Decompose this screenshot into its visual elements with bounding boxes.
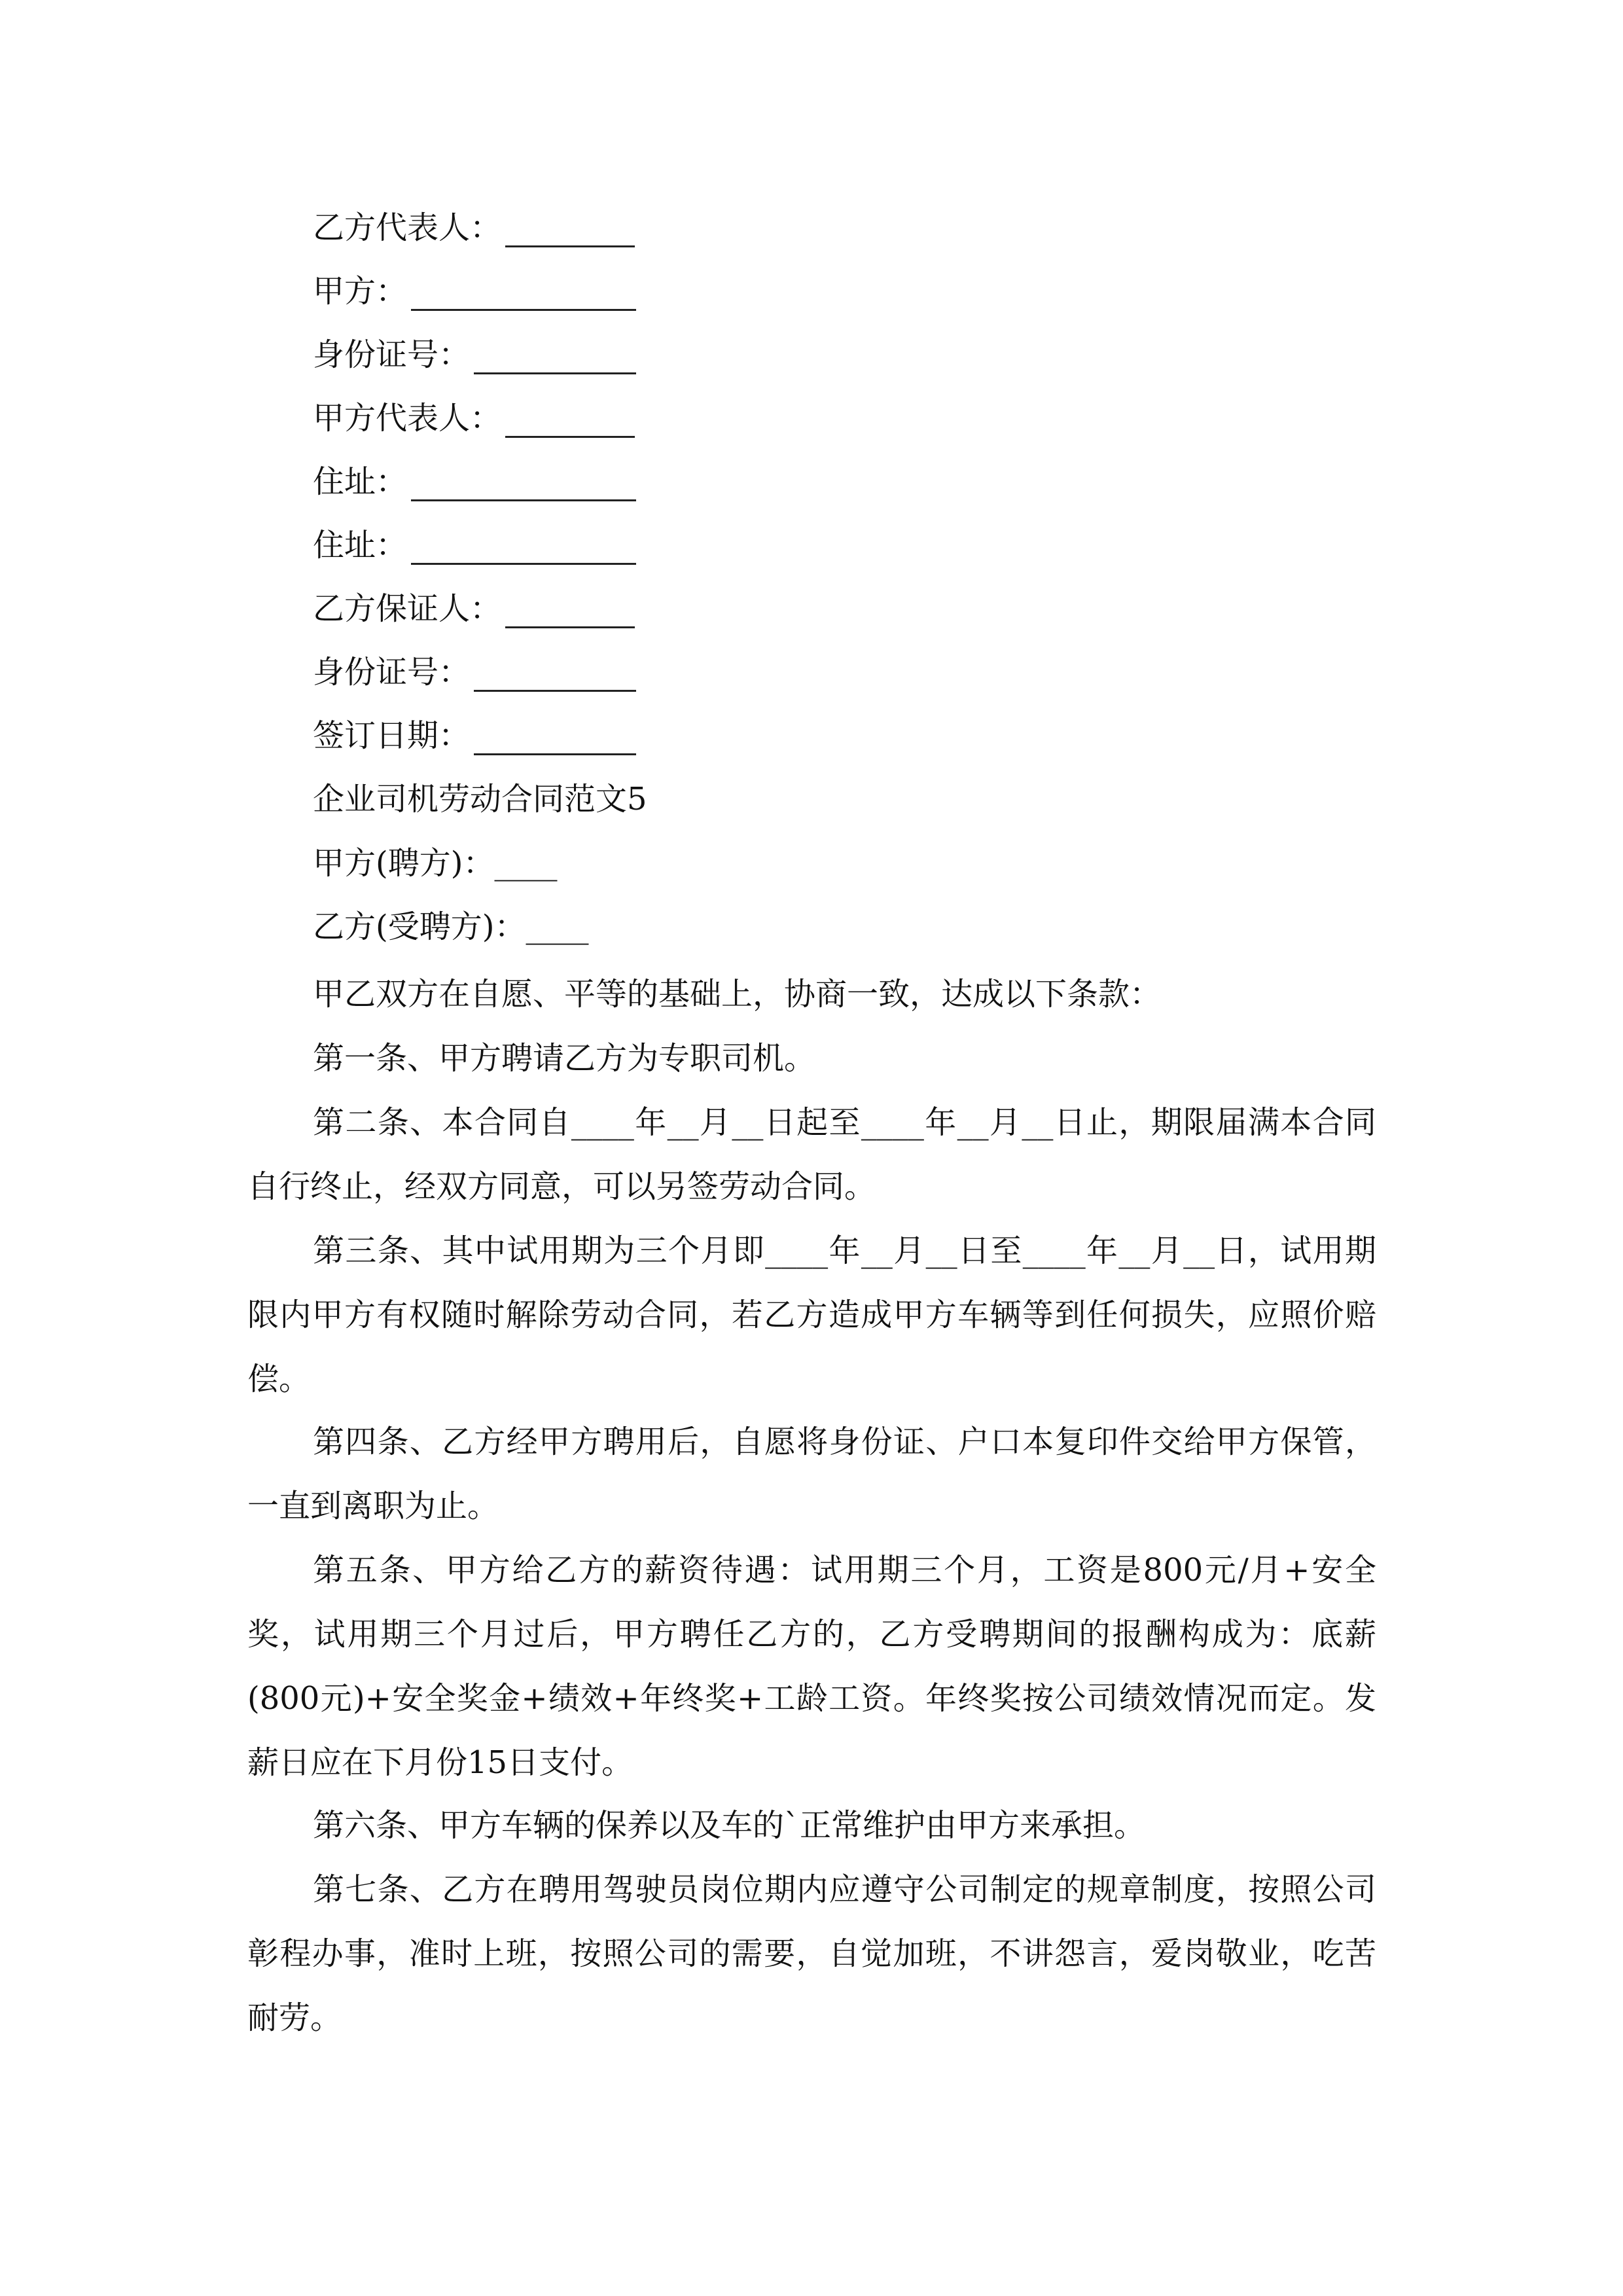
hired-party-line [313,907,588,946]
field-label: 住址： [313,527,408,564]
id-number-field [313,653,636,692]
field-label: 乙方保证人： [313,590,502,627]
clause-5: 第五条、甲方给乙方的薪资待遇：试用期三个月，工资是800元/月+安全奖，试用期三个月过后，甲方聘任乙方的，乙方受聘期间的报酬构成为：底薪(800元)+安全奖金+绩效+年终奖+工龄工资。年终奖按公司绩效情况而定。发薪日应在下月份15日支付。 [247,1552,1376,1781]
field-label: 甲方(聘方)： [313,845,495,882]
field-label: 乙方代表人： [313,209,502,246]
blank-line [411,280,636,311]
clause-4: 第四条、乙方经甲方聘用后，自愿将身份证、户口本复印件交给甲方保管，一直到离职为止。 [247,1424,1376,1524]
signing-date-field [313,716,636,755]
clause-6: 第六条、甲方车辆的保养以及车的`正常维护由甲方来承担。 [313,1807,1146,1844]
field-label: 签订日期： [313,717,471,754]
field-value: ____ [494,845,558,882]
field-label: 甲方代表人： [313,400,502,437]
party-rep-b-field [313,208,635,247]
party-a-field [313,272,636,311]
blank-line [474,725,636,755]
field-label: 身份证号： [313,654,471,691]
blank-line [411,534,636,565]
blank-line [505,217,635,247]
field-label: 乙方(受聘方)： [313,908,526,945]
blank-line [505,598,635,628]
address-field [313,462,636,501]
field-label: 住址： [313,463,408,500]
clause-7: 第七条、乙方在聘用驾驶员岗位期内应遵守公司制定的规章制度，按照公司彰程办事，准时上班，按照公司的需要，自觉加班，不讲怨言，爱岗敬业，吃苦耐劳。 [247,1871,1376,2036]
field-value: ____ [526,908,589,945]
address-field [313,526,636,565]
hiring-party-line [313,844,557,883]
guarantor-b-field [313,589,635,628]
clause-3: 第三条、其中试用期为三个月即____年__月__日至____年__月__日，试用期限内甲方有权随时解除劳动合同，若乙方造成甲方车辆等到任何损失，应照价赔偿。 [247,1232,1376,1397]
blank-line [505,407,635,438]
blank-line [474,344,636,374]
clause-intro: 甲乙双方在自愿、平等的基础上，协商一致，达成以下条款： [313,976,1162,1013]
party-rep-a-field [313,399,635,438]
blank-line [474,661,636,692]
field-label: 甲方： [313,273,408,310]
field-label: 身份证号： [313,336,471,373]
id-number-field [313,335,636,374]
clause-2: 第二条、本合同自____年__月__日起至____年__月__日止，期限届满本合同自行终止，经双方同意，可以另签劳动合同。 [247,1104,1376,1205]
blank-line [411,471,636,501]
clause-1: 第一条、甲方聘请乙方为专职司机。 [313,1040,816,1077]
contract-title: 企业司机劳动合同范文5 [313,781,647,817]
